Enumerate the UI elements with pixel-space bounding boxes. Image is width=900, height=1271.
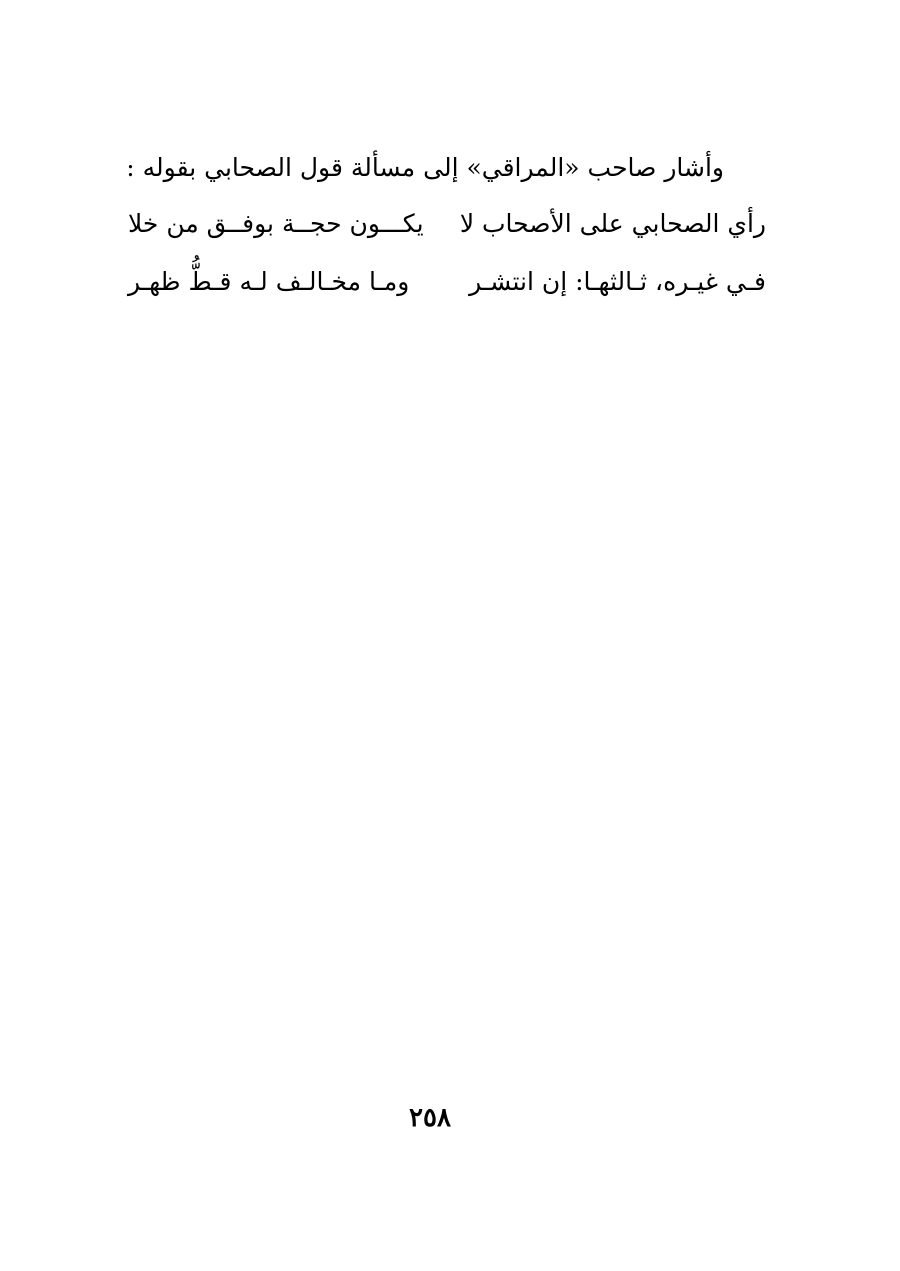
intro-line: وأشار صاحب «المراقي» إلى مسألة قول الصحابي بقوله : — [126, 153, 724, 182]
verse-line — [128, 204, 766, 244]
verse-first-hemistich: رأي الصحابي على الأصحاب لا — [459, 209, 766, 238]
verse-line — [128, 262, 766, 302]
verse-second-hemistich: ومـا مخـالـف لـه قـطُّ ظهـر — [128, 267, 410, 296]
verse-second-hemistich: يكـــون حجــة بوفــق من خلا — [128, 209, 424, 238]
verse-first-hemistich: فـي غيـره، ثـالثهـا: إن انتشـر — [469, 267, 766, 296]
page-number: ٢٥٨ — [409, 1103, 451, 1133]
